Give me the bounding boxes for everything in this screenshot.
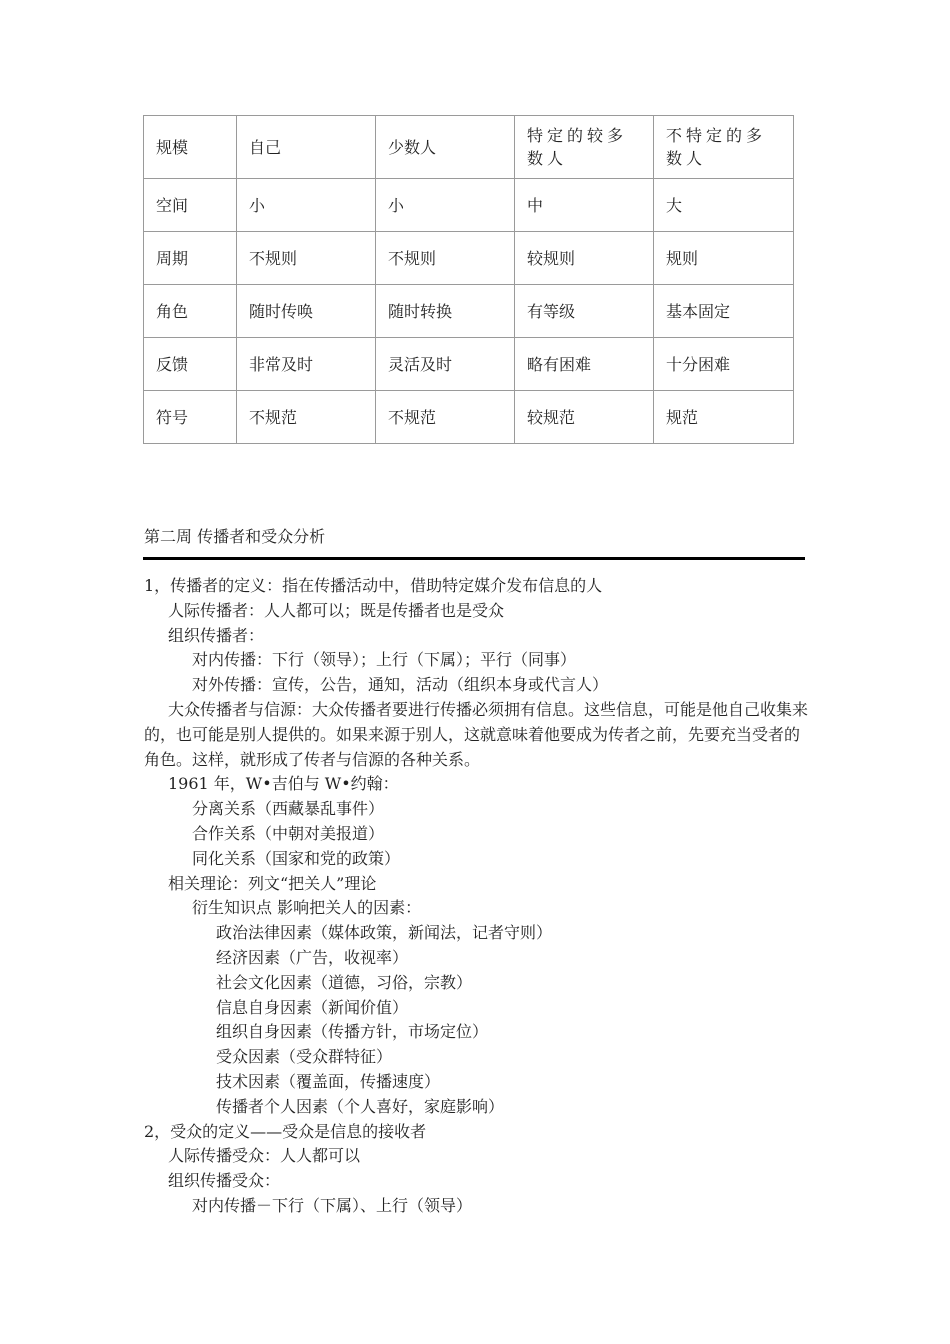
list-item: 1，传播者的定义：指在传播活动中，借助特定媒介发布信息的人: [144, 576, 603, 595]
table-cell: 小: [237, 179, 376, 232]
table-cell: 小: [376, 179, 515, 232]
list-item: 同化关系（国家和党的政策）: [192, 848, 401, 868]
table-cell: 反馈: [144, 338, 237, 391]
list-item: 对内传播：下行（领导）；上行（下属）；平行（同事）: [192, 650, 577, 670]
table-cell: 较规范: [515, 391, 654, 444]
table-row: [144, 391, 794, 444]
table-cell: 特定的较多数人: [515, 116, 654, 179]
table-cell: 符号: [144, 391, 237, 444]
list-item: 对内传播－下行（下属）、上行（领导）: [192, 1195, 473, 1215]
paragraph: 大众传播者与信源：大众传播者要进行传播必须拥有信息。这些信息，可能是他自己收集来的，也可能是别人提供的。如果来源于别人，这就意味着他要成为传者之前，先要充当受者的角色。这样，就形成了传者与信源的各种关系。: [144, 699, 809, 769]
list-item: 衍生知识点 影响把关人的因素：: [192, 898, 422, 918]
list-item: 合作关系（中朝对美报道）: [192, 823, 385, 843]
table-cell: 基本固定: [654, 285, 794, 338]
list-item: 信息自身因素（新闻价值）: [216, 997, 409, 1017]
section-title: 第二周 传播者和受众分析: [144, 527, 326, 546]
list-item: 2，受众的定义——受众是信息的接收者: [144, 1121, 427, 1141]
table-cell: 非常及时: [237, 338, 376, 391]
comparison-table: [143, 115, 794, 444]
table-cell: 大: [654, 179, 794, 232]
list-item: 社会文化因素（道德，习俗，宗教）: [216, 972, 473, 992]
list-item: 组织传播者：: [168, 625, 265, 645]
table-cell: 自己: [237, 116, 376, 179]
table-cell: 随时传唤: [237, 285, 376, 338]
table-cell: 不特定的多数人: [654, 116, 794, 179]
table-cell: 有等级: [515, 285, 654, 338]
notes-body: [144, 574, 808, 1219]
list-item: 人际传播受众：人人都可以: [168, 1146, 361, 1166]
list-item: 经济因素（广告，收视率）: [216, 947, 409, 967]
list-item: 受众因素（受众群特征）: [216, 1047, 393, 1067]
table-cell: 规范: [654, 391, 794, 444]
table-cell: 不规则: [237, 232, 376, 285]
list-item: 传播者个人因素（个人喜好，家庭影响）: [216, 1096, 505, 1116]
list-item: 人际传播者：人人都可以；既是传播者也是受众: [168, 600, 505, 620]
table-cell: 角色: [144, 285, 237, 338]
list-item: 组织自身因素（传播方针，市场定位）: [216, 1022, 489, 1042]
table-row: [144, 179, 794, 232]
list-item: 分离关系（西藏暴乱事件）: [192, 799, 385, 819]
list-item: 组织传播受众：: [168, 1171, 281, 1191]
table-cell: 空间: [144, 179, 237, 232]
list-item: 对外传播：宣传，公告，通知，活动（组织本身或代言人）: [192, 675, 609, 695]
table-cell: 周期: [144, 232, 237, 285]
table-cell: 十分困难: [654, 338, 794, 391]
table-cell: 不规范: [237, 391, 376, 444]
table-row: [144, 116, 794, 179]
list-item: 技术因素（覆盖面，传播速度）: [216, 1071, 441, 1091]
list-item: 1961 年，W•吉伯与 W•约翰：: [168, 774, 399, 794]
table-cell: 规模: [144, 116, 237, 179]
table-cell: 灵活及时: [376, 338, 515, 391]
table-row: [144, 285, 794, 338]
table-row: [144, 338, 794, 391]
heading-rule: [143, 557, 805, 560]
table-cell: 略有困难: [515, 338, 654, 391]
table-cell: 规则: [654, 232, 794, 285]
list-item: 政治法律因素（媒体政策，新闻法，记者守则）: [216, 923, 553, 943]
table-cell: 少数人: [376, 116, 515, 179]
table-cell: 不规范: [376, 391, 515, 444]
table-cell: 较规则: [515, 232, 654, 285]
table-row: [144, 232, 794, 285]
table-cell: 不规则: [376, 232, 515, 285]
list-item: 相关理论：列文“把关人”理论: [168, 873, 377, 893]
table-cell: 随时转换: [376, 285, 515, 338]
table-cell: 中: [515, 179, 654, 232]
